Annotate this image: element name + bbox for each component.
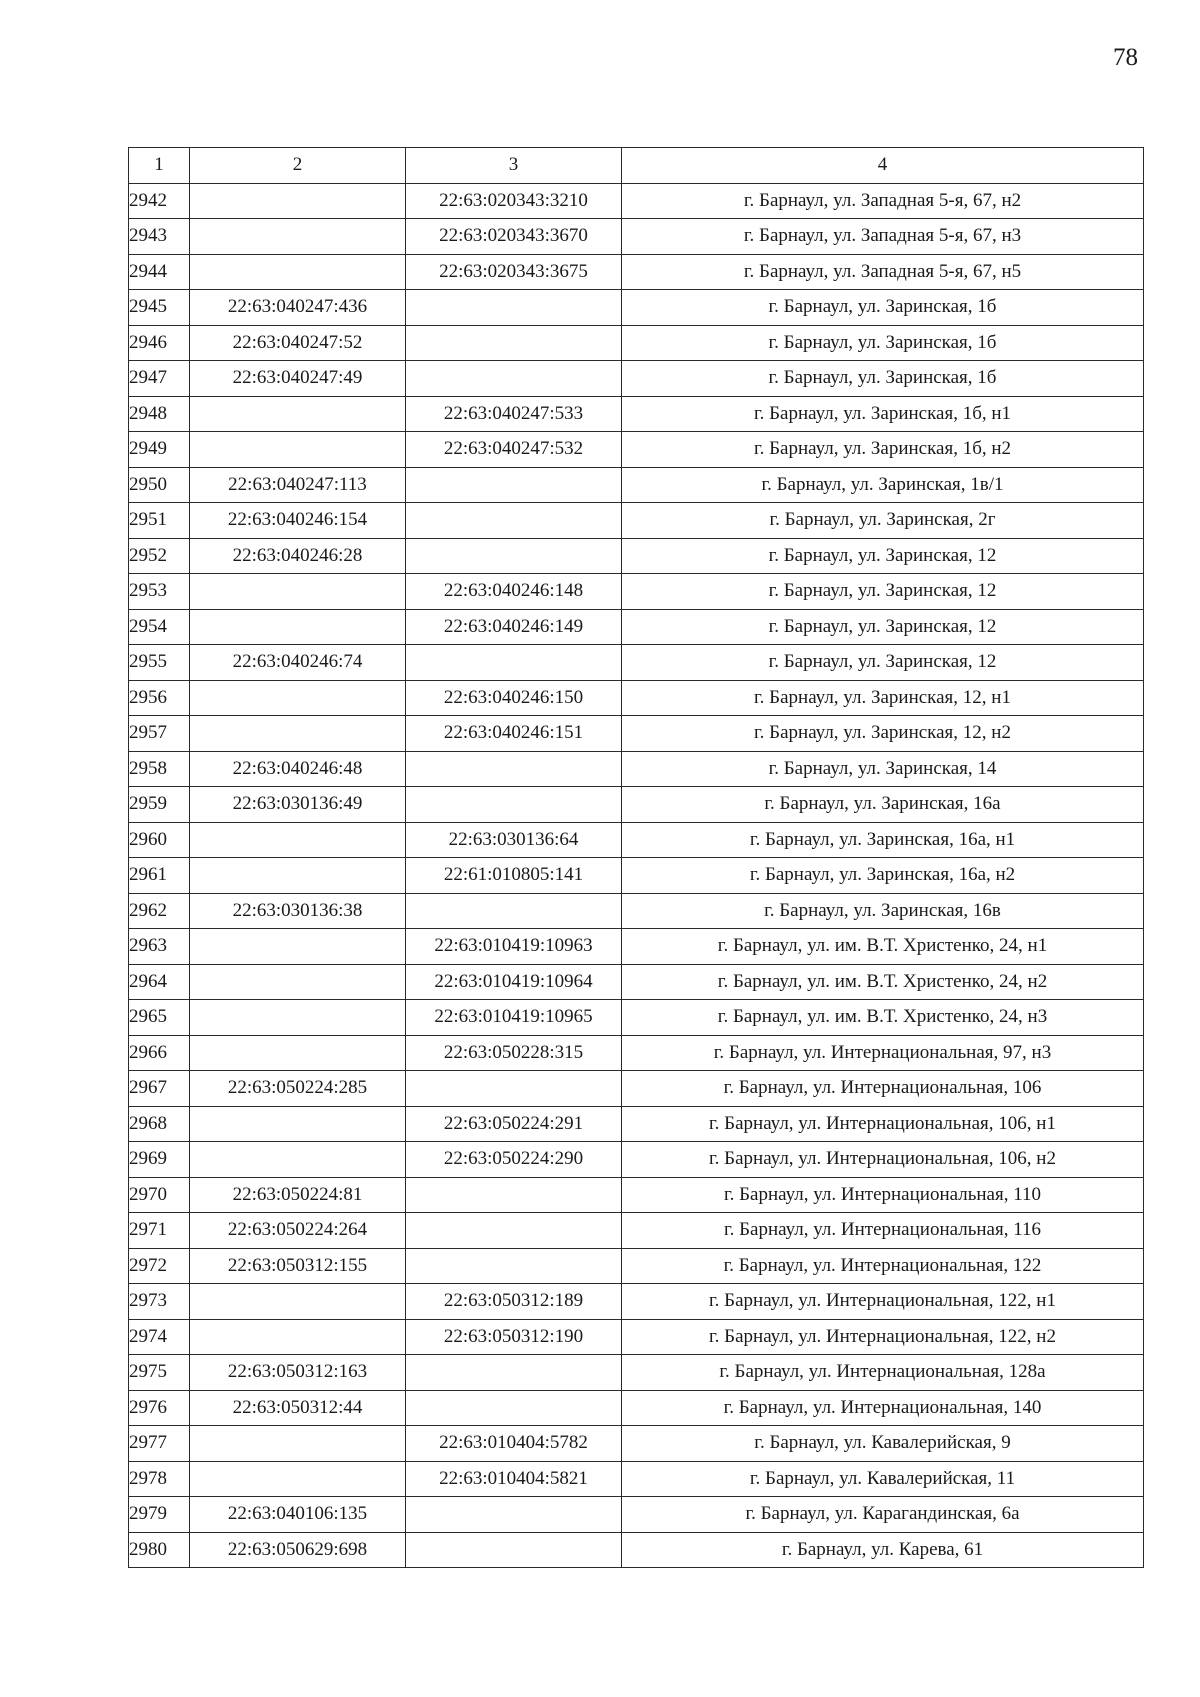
address-cell: г. Барнаул, ул. Заринская, 12 [622, 645, 1144, 681]
cadastral-number-cell: 22:63:040246:28 [190, 538, 406, 574]
address-cell: г. Барнаул, ул. Заринская, 14 [622, 751, 1144, 787]
column-header-3: 3 [406, 148, 622, 184]
address-cell: г. Барнаул, ул. Карагандинская, 6а [622, 1497, 1144, 1533]
table-row [129, 1035, 1144, 1071]
row-number-cell: 2958 [129, 751, 190, 787]
cadastral-number-cell [190, 1426, 406, 1462]
address-cell: г. Барнаул, ул. Заринская, 1б [622, 290, 1144, 326]
address-cell: г. Барнаул, ул. Интернациональная, 97, н3 [622, 1035, 1144, 1071]
row-number-cell: 2951 [129, 503, 190, 539]
table-row [129, 716, 1144, 752]
cadastral-number-cell [190, 1284, 406, 1320]
row-number-cell: 2960 [129, 822, 190, 858]
row-number-cell: 2976 [129, 1390, 190, 1426]
cadastral-number-room-cell [406, 1532, 622, 1568]
table-row [129, 183, 1144, 219]
table-row [129, 680, 1144, 716]
cadastral-number-room-cell [406, 645, 622, 681]
cadastral-number-room-cell [406, 503, 622, 539]
cadastral-number-room-cell: 22:63:010419:10964 [406, 964, 622, 1000]
address-cell: г. Барнаул, ул. Кавалерийская, 11 [622, 1461, 1144, 1497]
row-number-cell: 2942 [129, 183, 190, 219]
cadastral-number-room-cell: 22:63:040246:148 [406, 574, 622, 610]
address-cell: г. Барнаул, ул. Заринская, 16а [622, 787, 1144, 823]
row-number-cell: 2948 [129, 396, 190, 432]
table-row [129, 467, 1144, 503]
table-row [129, 1177, 1144, 1213]
table-row [129, 1426, 1144, 1462]
address-cell: г. Барнаул, ул. Заринская, 1б, н1 [622, 396, 1144, 432]
row-number-cell: 2973 [129, 1284, 190, 1320]
row-number-cell: 2980 [129, 1532, 190, 1568]
address-cell: г. Барнаул, ул. Интернациональная, 128а [622, 1355, 1144, 1391]
row-number-cell: 2967 [129, 1071, 190, 1107]
row-number-cell: 2979 [129, 1497, 190, 1533]
cadastral-number-room-cell [406, 1248, 622, 1284]
address-cell: г. Барнаул, ул. Заринская, 16а, н1 [622, 822, 1144, 858]
column-header-4: 4 [622, 148, 1144, 184]
row-number-cell: 2970 [129, 1177, 190, 1213]
row-number-cell: 2966 [129, 1035, 190, 1071]
cadastral-number-cell [190, 1319, 406, 1355]
address-cell: г. Барнаул, ул. Заринская, 16в [622, 893, 1144, 929]
cadastral-number-room-cell: 22:63:010404:5821 [406, 1461, 622, 1497]
address-cell: г. Барнаул, ул. Интернациональная, 140 [622, 1390, 1144, 1426]
table-row [129, 609, 1144, 645]
cadastral-number-cell [190, 183, 406, 219]
cadastral-number-cell [190, 1461, 406, 1497]
cadastral-number-cell: 22:63:040247:52 [190, 325, 406, 361]
cadastral-number-room-cell [406, 1213, 622, 1249]
row-number-cell: 2944 [129, 254, 190, 290]
table-row [129, 858, 1144, 894]
table-row [129, 1497, 1144, 1533]
cadastral-number-room-cell: 22:63:020343:3210 [406, 183, 622, 219]
cadastral-number-cell: 22:63:040106:135 [190, 1497, 406, 1533]
cadastral-number-room-cell: 22:63:050224:290 [406, 1142, 622, 1178]
cadastral-number-room-cell: 22:63:030136:64 [406, 822, 622, 858]
row-number-cell: 2975 [129, 1355, 190, 1391]
cadastral-number-room-cell: 22:63:020343:3670 [406, 219, 622, 255]
row-number-cell: 2947 [129, 361, 190, 397]
cadastral-number-room-cell: 22:63:040247:533 [406, 396, 622, 432]
cadastral-number-room-cell: 22:63:050312:189 [406, 1284, 622, 1320]
table-row [129, 396, 1144, 432]
header-row [129, 148, 1144, 184]
address-cell: г. Барнаул, ул. Интернациональная, 122 [622, 1248, 1144, 1284]
row-number-cell: 2959 [129, 787, 190, 823]
cadastral-number-room-cell [406, 467, 622, 503]
address-cell: г. Барнаул, ул. Заринская, 2г [622, 503, 1144, 539]
address-cell: г. Барнаул, ул. Интернациональная, 122, н1 [622, 1284, 1144, 1320]
address-cell: г. Барнаул, ул. Заринская, 1б, н2 [622, 432, 1144, 468]
address-cell: г. Барнаул, ул. им. В.Т. Христенко, 24, н3 [622, 1000, 1144, 1036]
row-number-cell: 2962 [129, 893, 190, 929]
row-number-cell: 2957 [129, 716, 190, 752]
address-cell: г. Барнаул, ул. Кавалерийская, 9 [622, 1426, 1144, 1462]
row-number-cell: 2955 [129, 645, 190, 681]
table-row [129, 361, 1144, 397]
cadastral-number-room-cell: 22:63:040246:150 [406, 680, 622, 716]
address-cell: г. Барнаул, ул. Заринская, 1в/1 [622, 467, 1144, 503]
page-number: 78 [1113, 44, 1138, 71]
cadastral-number-cell: 22:63:030136:38 [190, 893, 406, 929]
row-number-cell: 2971 [129, 1213, 190, 1249]
row-number-cell: 2945 [129, 290, 190, 326]
address-cell: г. Барнаул, ул. им. В.Т. Христенко, 24, н2 [622, 964, 1144, 1000]
cadastral-number-room-cell [406, 538, 622, 574]
row-number-cell: 2969 [129, 1142, 190, 1178]
cadastral-number-cell: 22:63:040247:436 [190, 290, 406, 326]
table-body [129, 183, 1144, 1568]
cadastral-number-cell [190, 1000, 406, 1036]
table-row [129, 574, 1144, 610]
address-cell: г. Барнаул, ул. Западная 5-я, 67, н5 [622, 254, 1144, 290]
cadastral-number-cell [190, 609, 406, 645]
cadastral-number-room-cell: 22:63:040246:151 [406, 716, 622, 752]
cadastral-number-room-cell [406, 325, 622, 361]
address-cell: г. Барнаул, ул. Заринская, 12 [622, 609, 1144, 645]
table-row [129, 893, 1144, 929]
row-number-cell: 2956 [129, 680, 190, 716]
table-row [129, 1284, 1144, 1320]
row-number-cell: 2954 [129, 609, 190, 645]
address-cell: г. Барнаул, ул. Интернациональная, 116 [622, 1213, 1144, 1249]
table-row [129, 645, 1144, 681]
address-cell: г. Барнаул, ул. Интернациональная, 122, н2 [622, 1319, 1144, 1355]
cadastral-number-room-cell: 22:63:010419:10965 [406, 1000, 622, 1036]
row-number-cell: 2965 [129, 1000, 190, 1036]
cadastral-number-cell: 22:63:030136:49 [190, 787, 406, 823]
cadastral-number-room-cell: 22:63:040246:149 [406, 609, 622, 645]
cadastral-number-room-cell [406, 1390, 622, 1426]
cadastral-number-cell [190, 929, 406, 965]
cadastral-number-cell: 22:63:040246:48 [190, 751, 406, 787]
table-row [129, 1532, 1144, 1568]
cadastral-number-cell: 22:63:040246:74 [190, 645, 406, 681]
row-number-cell: 2977 [129, 1426, 190, 1462]
row-number-cell: 2968 [129, 1106, 190, 1142]
cadastral-number-cell [190, 964, 406, 1000]
address-cell: г. Барнаул, ул. Карева, 61 [622, 1532, 1144, 1568]
row-number-cell: 2961 [129, 858, 190, 894]
table-row [129, 1319, 1144, 1355]
table-header [129, 148, 1144, 184]
cadastral-number-room-cell: 22:63:020343:3675 [406, 254, 622, 290]
table-row [129, 929, 1144, 965]
table-row [129, 1142, 1144, 1178]
cadastral-number-cell: 22:63:050312:163 [190, 1355, 406, 1391]
address-cell: г. Барнаул, ул. Заринская, 1б [622, 361, 1144, 397]
table-row [129, 1390, 1144, 1426]
cadastral-number-cell: 22:63:050224:81 [190, 1177, 406, 1213]
cadastral-number-cell: 22:63:050629:698 [190, 1532, 406, 1568]
cadastral-number-room-cell: 22:63:050228:315 [406, 1035, 622, 1071]
cadastral-number-cell: 22:63:050312:155 [190, 1248, 406, 1284]
cadastral-number-cell [190, 822, 406, 858]
address-cell: г. Барнаул, ул. Интернациональная, 106 [622, 1071, 1144, 1107]
table-row [129, 751, 1144, 787]
cadastral-number-room-cell [406, 1355, 622, 1391]
table-row [129, 219, 1144, 255]
row-number-cell: 2972 [129, 1248, 190, 1284]
table-row [129, 1355, 1144, 1391]
cadastral-number-cell: 22:63:040247:113 [190, 467, 406, 503]
cadastral-number-cell [190, 574, 406, 610]
cadastral-number-room-cell [406, 361, 622, 397]
address-cell: г. Барнаул, ул. Западная 5-я, 67, н2 [622, 183, 1144, 219]
table-row [129, 964, 1144, 1000]
cadastral-number-room-cell [406, 290, 622, 326]
address-cell: г. Барнаул, ул. Заринская, 12 [622, 574, 1144, 610]
cadastral-number-cell [190, 1106, 406, 1142]
table-row [129, 1213, 1144, 1249]
cadastral-number-cell [190, 716, 406, 752]
row-number-cell: 2953 [129, 574, 190, 610]
table-row [129, 325, 1144, 361]
cadastral-number-cell [190, 858, 406, 894]
cadastral-number-cell [190, 219, 406, 255]
table-row [129, 1461, 1144, 1497]
cadastral-number-cell [190, 432, 406, 468]
table-row [129, 1000, 1144, 1036]
table-row [129, 503, 1144, 539]
row-number-cell: 2946 [129, 325, 190, 361]
cadastral-number-room-cell [406, 1177, 622, 1213]
row-number-cell: 2963 [129, 929, 190, 965]
cadastral-number-cell: 22:63:050224:264 [190, 1213, 406, 1249]
table-row [129, 432, 1144, 468]
row-number-cell: 2964 [129, 964, 190, 1000]
address-cell: г. Барнаул, ул. им. В.Т. Христенко, 24, н1 [622, 929, 1144, 965]
address-cell: г. Барнаул, ул. Западная 5-я, 67, н3 [622, 219, 1144, 255]
cadastral-number-cell: 22:63:040246:154 [190, 503, 406, 539]
cadastral-number-cell [190, 254, 406, 290]
cadastral-number-cell: 22:63:050312:44 [190, 1390, 406, 1426]
row-number-cell: 2949 [129, 432, 190, 468]
row-number-cell: 2978 [129, 1461, 190, 1497]
address-cell: г. Барнаул, ул. Заринская, 1б [622, 325, 1144, 361]
address-cell: г. Барнаул, ул. Заринская, 12, н2 [622, 716, 1144, 752]
cadastral-number-cell: 22:63:040247:49 [190, 361, 406, 397]
address-cell: г. Барнаул, ул. Заринская, 12, н1 [622, 680, 1144, 716]
table-row [129, 787, 1144, 823]
cadastral-number-room-cell [406, 893, 622, 929]
cadastral-number-room-cell [406, 1071, 622, 1107]
table-row [129, 1248, 1144, 1284]
cadastral-number-room-cell [406, 1497, 622, 1533]
table-row [129, 1071, 1144, 1107]
table-row [129, 290, 1144, 326]
address-cell: г. Барнаул, ул. Интернациональная, 106, н2 [622, 1142, 1144, 1178]
row-number-cell: 2952 [129, 538, 190, 574]
row-number-cell: 2950 [129, 467, 190, 503]
cadastral-number-room-cell [406, 787, 622, 823]
address-cell: г. Барнаул, ул. Интернациональная, 110 [622, 1177, 1144, 1213]
cadastral-number-cell [190, 396, 406, 432]
cadastral-number-room-cell: 22:63:050224:291 [406, 1106, 622, 1142]
column-header-1: 1 [129, 148, 190, 184]
address-cell: г. Барнаул, ул. Интернациональная, 106, н1 [622, 1106, 1144, 1142]
address-cell: г. Барнаул, ул. Заринская, 16а, н2 [622, 858, 1144, 894]
cadastral-number-cell [190, 1035, 406, 1071]
cadastral-number-cell [190, 680, 406, 716]
cadastral-number-cell: 22:63:050224:285 [190, 1071, 406, 1107]
row-number-cell: 2974 [129, 1319, 190, 1355]
cadastral-number-room-cell: 22:63:040247:532 [406, 432, 622, 468]
cadastral-number-room-cell: 22:63:010404:5782 [406, 1426, 622, 1462]
registry-table [128, 147, 1144, 1568]
column-header-2: 2 [190, 148, 406, 184]
cadastral-number-room-cell [406, 751, 622, 787]
table-row [129, 254, 1144, 290]
cadastral-number-room-cell: 22:61:010805:141 [406, 858, 622, 894]
row-number-cell: 2943 [129, 219, 190, 255]
cadastral-number-cell [190, 1142, 406, 1178]
cadastral-number-room-cell: 22:63:010419:10963 [406, 929, 622, 965]
table-row [129, 538, 1144, 574]
table-row [129, 1106, 1144, 1142]
table-row [129, 822, 1144, 858]
address-cell: г. Барнаул, ул. Заринская, 12 [622, 538, 1144, 574]
cadastral-number-room-cell: 22:63:050312:190 [406, 1319, 622, 1355]
